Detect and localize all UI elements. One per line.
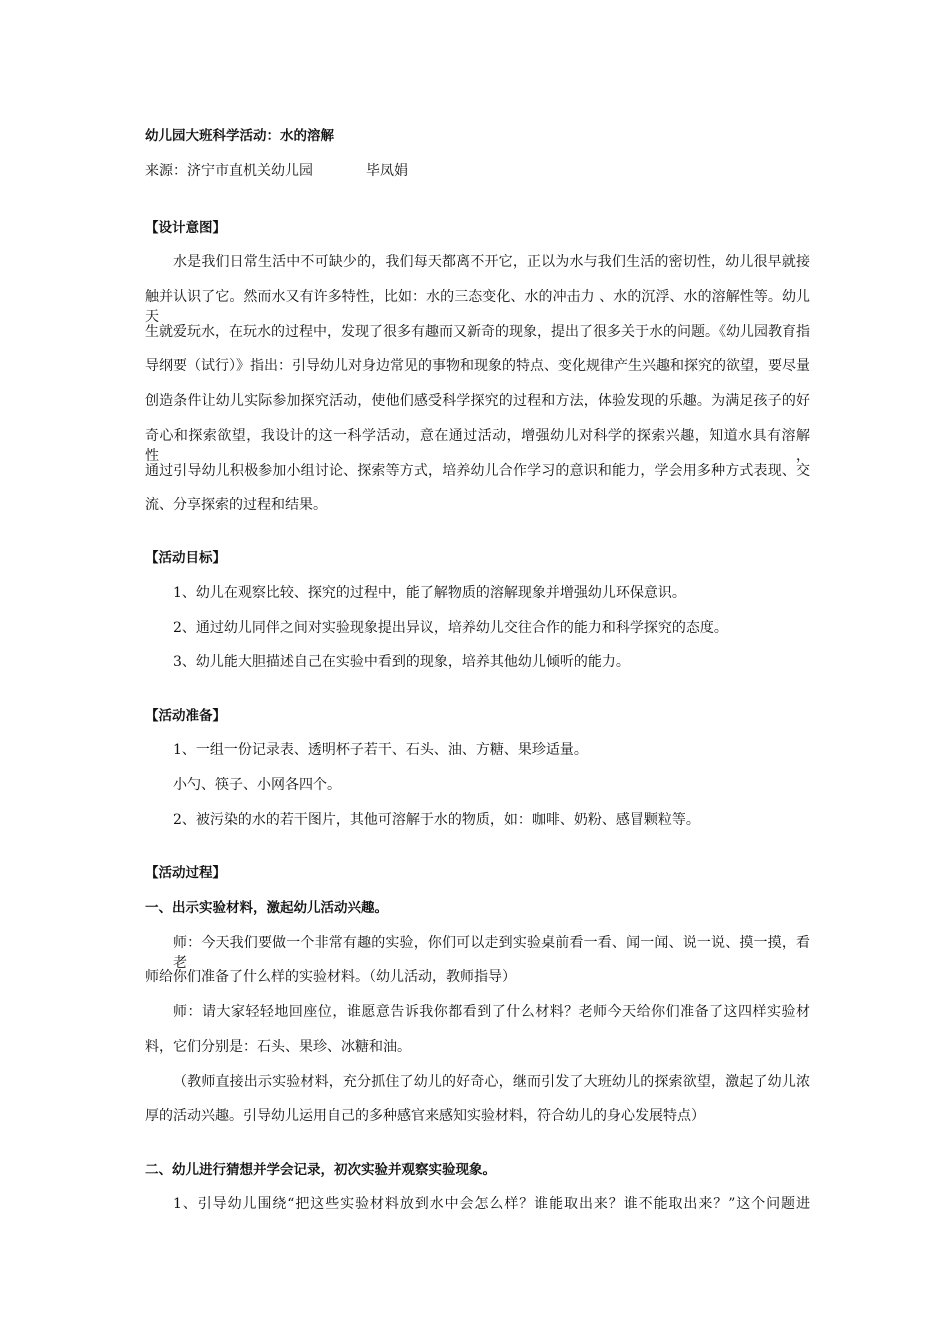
- paragraph-line: 师：请大家轻轻地回座位，谁愿意告诉我你都看到了什么材料？老师今天给你们准备了这四样实验材: [173, 1004, 810, 1020]
- section-heading-process: 【活动过程】: [145, 865, 226, 881]
- paragraph-line: 水是我们日常生活中不可缺少的，我们每天都离不开它，正以为水与我们生活的密切性，幼儿很早就接: [173, 254, 810, 270]
- paragraph-line: （教师直接出示实验材料，充分抓住了幼儿的好奇心，继而引发了大班幼儿的探索欲望，激起了幼儿浓: [173, 1074, 810, 1090]
- step-title: 二、幼儿进行猜想并学会记录，初次实验并观察实验现象。: [145, 1162, 496, 1178]
- paragraph-line: 厚的活动兴趣。引导幼儿运用自己的多种感官来感知实验材料，符合幼儿的身心发展特点）: [145, 1108, 705, 1124]
- paragraph-line: 奇心和探索欲望，我设计的这一科学活动，意在通过活动，增强幼儿对科学的探索兴趣，知道水具有溶解性，: [145, 428, 810, 464]
- goal-item: 3、幼儿能大胆描述自己在实验中看到的现象，培养其他幼儿倾听的能力。: [173, 654, 630, 670]
- preparation-item: 小勺、筷子、小网各四个。: [173, 777, 341, 793]
- paragraph-line: 导纲要（试行）》指出：引导幼儿对身边常见的事物和现象的特点、变化规律产生兴趣和探究的欲望，要尽量: [145, 358, 810, 374]
- source-label: 来源：济宁市直机关幼儿园: [145, 163, 313, 179]
- paragraph-line: 师给你们准备了什么样的实验材料。（幼儿活动，教师指导）: [145, 969, 516, 985]
- paragraph-line: 触并认识了它。然而水又有许多特性，比如：水的三态变化、水的冲击力 、水的沉浮、水的溶解性等。幼儿天: [145, 289, 810, 325]
- section-heading-goals: 【活动目标】: [145, 550, 226, 566]
- paragraph-line: 师：今天我们要做一个非常有趣的实验，你们可以走到实验桌前看一看、闻一闻、说一说、摸一摸，看老: [173, 935, 810, 971]
- section-heading-design-intent: 【设计意图】: [145, 220, 226, 236]
- goal-item: 1、幼儿在观察比较、探究的过程中，能了解物质的溶解现象并增强幼儿环保意识。: [173, 585, 686, 601]
- goal-item: 2、通过幼儿同伴之间对实验现象提出异议，培养幼儿交往合作的能力和科学探究的态度。: [173, 620, 728, 636]
- preparation-item: 2、被污染的水的若干图片，其他可溶解于水的物质，如：咖啡、奶粉、感冒颗粒等。: [173, 812, 700, 828]
- paragraph-line: 料，它们分别是：石头、果珍、冰糖和油。: [145, 1039, 411, 1055]
- paragraph-line: 1、引导幼儿围绕“把这些实验材料放到水中会怎么样？谁能取出来？谁不能取出来？”这个问题进: [173, 1196, 810, 1212]
- paragraph-line: 流、分享探索的过程和结果。: [145, 497, 327, 513]
- source-line: [145, 161, 810, 181]
- author-name: 毕凤娟: [366, 163, 408, 179]
- paragraph-line: 创造条件让幼儿实际参加探究活动，使他们感受科学探究的过程和方法，体验发现的乐趣。为满足孩子的好: [145, 393, 810, 409]
- paragraph-line: 通过引导幼儿积极参加小组讨论、探索等方式，培养幼儿合作学习的意识和能力，学会用多种方式表现、交: [145, 463, 810, 479]
- document-title: 幼儿园大班科学活动：水的溶解: [145, 128, 334, 144]
- step-title: 一、出示实验材料，激起幼儿活动兴趣。: [145, 900, 388, 916]
- section-heading-preparation: 【活动准备】: [145, 708, 226, 724]
- paragraph-line: 生就爱玩水，在玩水的过程中，发现了很多有趣而又新奇的现象，提出了很多关于水的问题。《幼儿园教育指: [145, 324, 810, 340]
- preparation-item: 1、一组一份记录表、透明杯子若干、石头、油、方糖、果珍适量。: [173, 742, 588, 758]
